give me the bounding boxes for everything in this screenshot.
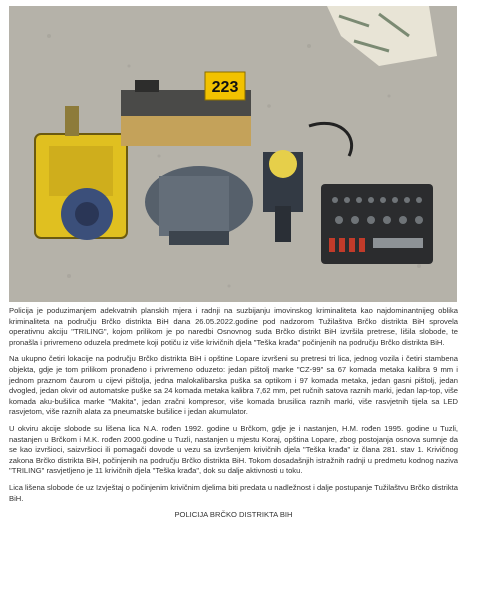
paragraph-arrests: U okviru akcije slobode su lišena lica N.A. rođen 1992. godine u Brčkom, gdje je i nastanjen, H.M. rođen 1995. godine u Tuzli, nastanjen u Brčkom i M.K. rođen 2000.godine u Tuzli, nastanjen u mjestu Koraj, opština Lopare, zbog postojanja osnova sumnje da se kao izvršioci, saizvršioci ili pomagači dovode u vezu sa izvršenjem krivičnih djela "Teška krađa" iz člana 281. stav 1. Krivičnog zakona Brčko distrikta BiH, počinjenih na području Brčko distrikta BiH. Tokom dosadašnjih istražnih radnji u predmetu kodnog naziva "TRILING" rasvjetljeno je 11 krivičnih djela "Teška krađa", dok su dalje aktivnosti u toku. [9, 423, 458, 476]
evidence-marker [205, 72, 245, 100]
paragraph-searches: Na ukupno četiri lokacije na području Brčko distrikta BiH i opštine Lopare izvršeni su pretresi tri lica, jednog vozila i četiri stambena objekta, gdje je tom prilikom pronađeno i privremeno oduzeto: jedan pištolj marke "CZ-99" sa 67 komada metaka kalibra 9 mm i jednom praznom čaurom u cijevi pištolja, jedna malokalibarska puška sa optikom i 97 komada metaka, jedan gasni pištolj, jedan dvogled, jedan okvir od automatske puške sa 24 komada metaka kalibra 7,62 mm, pet ručnih satova raznih marki, jedan lap-top, više komada aku-bušilica marke "Makita", jedan zračni kompresor, više komada brusilica raznih marki, više rasvjetnih tijela sa LED rasvjetom, više raznih alata za pneumatske bušilice i jedan akumulator. [9, 354, 458, 417]
press-release-article [9, 306, 458, 521]
paragraph-handover: Lica lišena slobode će uz Izvještaj o počinjenim krivičnim djelima biti predata u nadležnost i dalje postupanje Tužilaštvu Brčko distrikta BiH. [9, 482, 458, 503]
signature: POLICIJA BRČKO DISTRIKTA BIH [174, 510, 293, 520]
paragraph-intro: Policija je poduzimanjem adekvatnih planskih mjera i radnji na suzbijanju imovinskog kriminaliteta kao najdominantnijeg oblika kriminaliteta na području Brčko distrikta BiH dana 26.05.2022.godine pod nadzorom Tužilaštva Brčko distrikta BiH sprovela operativnu akciju "TRILING", kojom prilikom je po naredbi Osnovnog suda Brčko distrikt BiH izvršila pretrese, lišila slobode, te pronašla i privremeno oduzela predmete koji potiču iz više krivičnih djela "Teška krađa" počinjenih na području Brčko distrikta BiH. [9, 306, 458, 347]
socket-set-item [321, 184, 433, 264]
evidence-photo-illustration [9, 6, 457, 302]
svg-text:223: 223 [211, 79, 239, 96]
evidence-photo [9, 6, 457, 302]
